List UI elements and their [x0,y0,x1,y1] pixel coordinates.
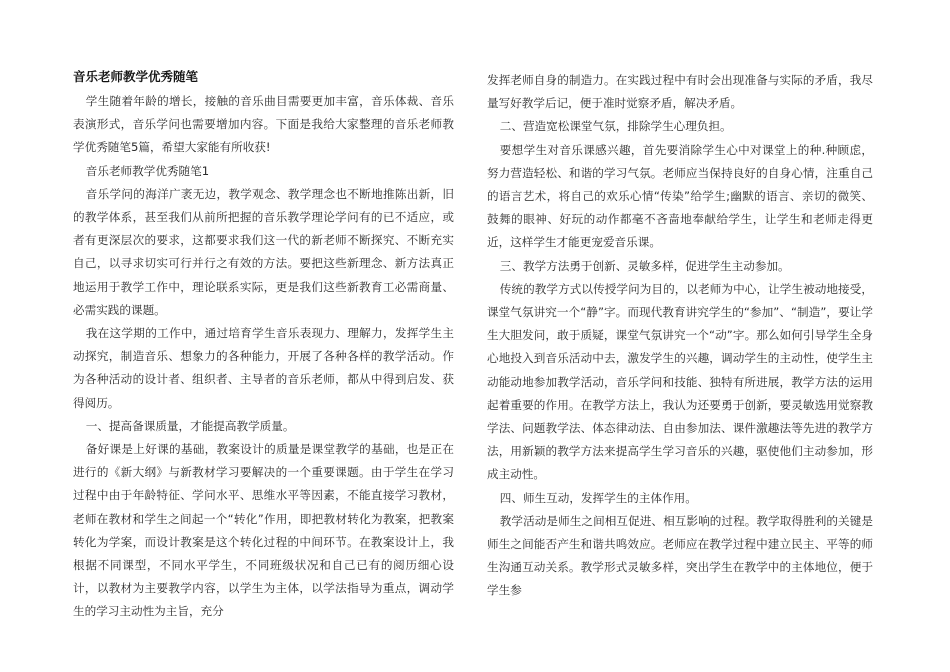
left-column [73,69,454,624]
body-paragraph: 备好课是上好课的基础，教案设计的质量是课堂教学的基础，也是正在进行的《新大纲》与新教材学习要解决的一个重要课题。由于学生在学习过程中由于年龄特征、学问水平、思维水平等因素，不能直接学习教材，老师在教材和学生之间起一个“转化”作用，即把教材转化为教案，把教案转化为学案，而设计教案是这个转化过程的中间环节。在教案设计上，我根据不同课型，不同水平学生，不同班级状况和自己已有的阅历细心设计，以教材为主要教学内容，以学生为主体，以学法指导为重点，调动学生的学习主动性为主旨，充分 [73,442,454,619]
body-paragraph: 教学活动是师生之间相互促进、相互影响的过程。教学取得胜利的关键是师生之间能否产生和谐共鸣效应。老师应在教学过程中建立民主、平等的师生沟通互动关系。教学形式灵敏多样，突出学生在教学中的主体地位，便于学生参 [487,513,873,598]
essay-heading: 音乐老师教学优秀随笔1 [85,163,210,178]
section-heading: 四、师生互动，发挥学生的主体作用。 [499,490,697,505]
body-paragraph: 音乐学问的海洋广袤无边，教学观念、教学理念也不断地推陈出新，旧的教学体系，甚至我们从前所把握的音乐教学理论学问有的已不适应，或者有更深层次的要求，这都要求我们这一代的新老师不断探究、不断充实自己，以寻求切实可行并行之有效的方法。要把这些新理念、新方法真正地运用于教学工作中，理论联系实际，更是我们这些新教育工必需商量、必需实践的课题。 [73,186,454,317]
body-paragraph: 要想学生对音乐课感兴趣，首先要消除学生心中对课堂上的种.种顾虑，努力营造轻松、和谐的学习气氛。老师应当保持良好的自身心情，注重自己的语言艺术，将自己的欢乐心情“传染”给学生;幽默的语言、亲切的微笑、鼓舞的眼神、好玩的动作都毫不吝啬地奉献给学生，让学生和老师走得更近，这样学生才能更宠爱音乐课。 [487,142,873,250]
section-heading: 二、营造宽松课堂气氛，排除学生心理负担。 [499,119,732,134]
body-paragraph-continued: 发挥老师自身的制造力。在实践过程中有时会出现准备与实际的矛盾，我尽量写好教学后记，便于准时觉察矛盾，解决矛盾。 [487,73,873,111]
right-column [487,69,873,603]
section-heading: 一、提高备课质量，才能提高教学质量。 [85,418,295,433]
body-paragraph: 我在这学期的工作中，通过培育学生音乐表现力、理解力，发挥学生主动探究，制造音乐、想象力的各种能力，开展了各种各样的教学活动。作为各种活动的设计者、组织者、主导者的音乐老师，都从中得到启发、获得阅历。 [73,326,454,410]
intro-paragraph: 学生随着年龄的增长，接触的音乐曲目需要更加丰富，音乐体裁、音乐表演形式，音乐学问也需要增加内容。下面是我给大家整理的音乐老师教学优秀随笔5篇，希望大家能有所收获! [73,94,454,155]
body-paragraph: 传统的教学方式以传授学问为目的，以老师为中心，让学生被动地接受，课堂气氛讲究一个“静”字。而现代教育讲究学生的“参加”、“制造”，要让学生大胆发问，敢于质疑，课堂气氛讲究一个“动”字。那么如何引导学生全身心地投入到音乐活动中去，激发学生的兴趣，调动学生的主动性，使学生主动能动地参加教学活动，音乐学问和技能、独特有所进展，教学方法的运用起着重要的作用。在教学方法上，我认为还要勇于创新，要灵敏选用觉察教学法、问题教学法、体态律动法、自由参加法、课件激趣法等先进的教学方法，用新颖的教学方法来提高学生学习音乐的兴趣，驱使他们主动参加，形成主动性。 [487,281,873,482]
section-heading: 三、教学方法勇于创新、灵敏多样，促进学生主动参加。 [499,258,790,273]
document-title: 音乐老师教学优秀随笔 [73,69,199,84]
